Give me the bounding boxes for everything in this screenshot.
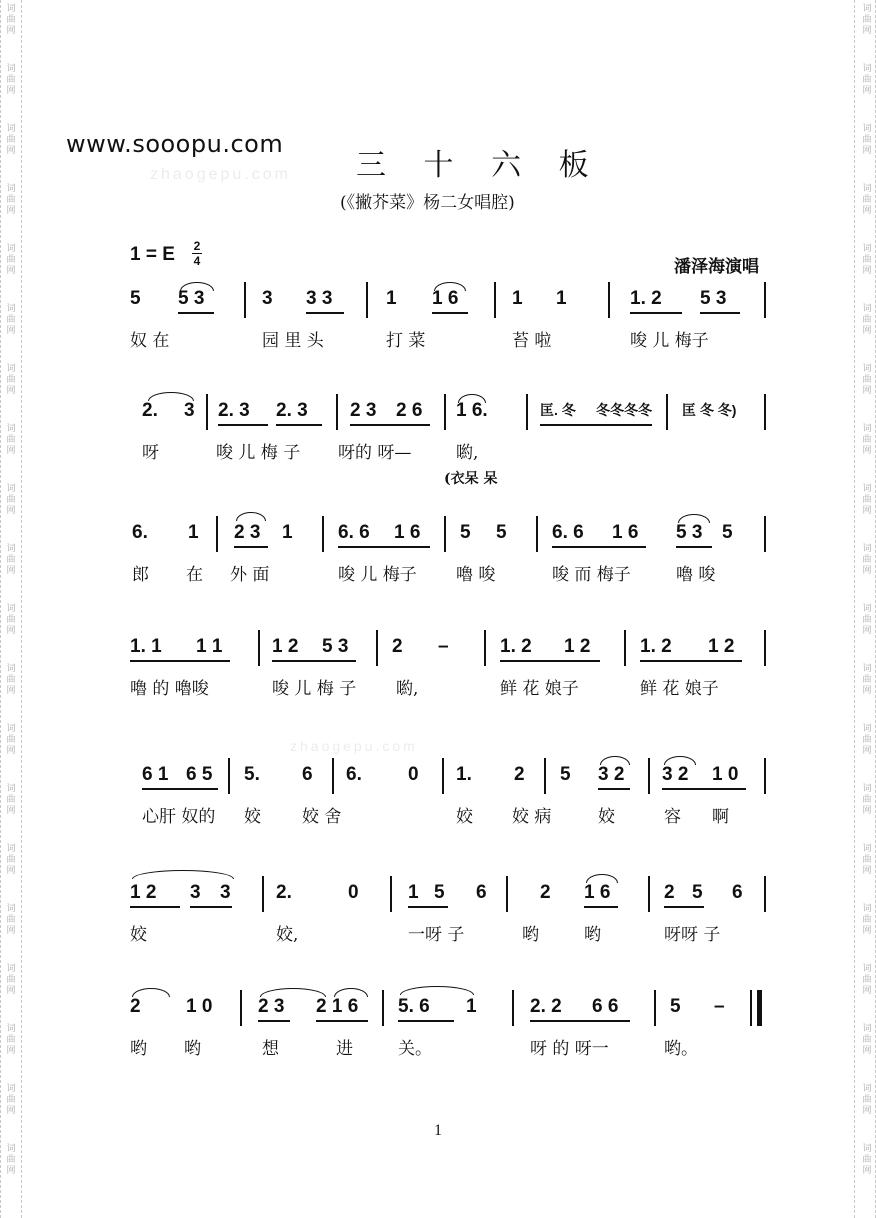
note: –: [438, 636, 449, 657]
slur: [132, 870, 234, 879]
edge-watermark-text: 词 曲 网: [862, 484, 872, 516]
barline: [376, 630, 378, 666]
note: 1 2: [130, 882, 157, 903]
barline: [764, 394, 766, 430]
lyric: 姣: [598, 807, 615, 827]
beam: [338, 546, 430, 548]
barline: [608, 282, 610, 318]
lyric: 姣: [244, 807, 261, 827]
edge-watermark-text: 词 曲 网: [862, 4, 872, 36]
beam: [408, 906, 448, 908]
note: 6 6: [592, 996, 619, 1017]
note: 5 3: [322, 636, 349, 657]
note: 3: [262, 288, 273, 309]
edge-watermark-text: 词 曲 网: [6, 904, 16, 936]
edge-watermark-text: 词 曲 网: [862, 784, 872, 816]
barline: [544, 758, 546, 794]
slur: [400, 986, 474, 995]
note: 1 6: [394, 522, 421, 543]
note: 5 3: [700, 288, 727, 309]
barline: [366, 282, 368, 318]
lyric: 呀呀 子: [664, 925, 721, 945]
barline: [624, 630, 626, 666]
lyric: 哟: [184, 1039, 201, 1059]
edge-watermark-text: 词 曲 网: [6, 724, 16, 756]
note: 1 2: [272, 636, 299, 657]
page-number: 1: [434, 1122, 442, 1139]
edge-watermark-text: 词 曲 网: [6, 784, 16, 816]
edge-watermark-text: 词 曲 网: [862, 304, 872, 336]
beam: [142, 788, 218, 790]
barline: [494, 282, 496, 318]
lyric: 在: [186, 565, 203, 585]
edge-watermark-text: 词 曲 网: [6, 604, 16, 636]
beam: [276, 424, 322, 426]
slur: [334, 988, 368, 997]
beam: [598, 788, 630, 790]
lyric: 呀: [142, 443, 159, 463]
edge-watermark-text: 词 曲 网: [862, 964, 872, 996]
note: 2. 3: [276, 400, 308, 421]
beam: [432, 312, 468, 314]
barline: [444, 516, 446, 552]
lyric: 呀的 呀—: [338, 443, 412, 463]
edge-watermark-text: 词 曲 网: [862, 244, 872, 276]
note: 1: [466, 996, 477, 1017]
barline: [764, 876, 766, 912]
note: 1. 2: [630, 288, 662, 309]
note: 2: [130, 996, 141, 1017]
lyric: 啊: [712, 807, 729, 827]
note: 0: [408, 764, 419, 785]
lyric: 喲,: [456, 443, 479, 463]
edge-watermark-text: 词 曲 网: [6, 664, 16, 696]
note: 6: [302, 764, 313, 785]
edge-watermark-text: 词 曲 网: [6, 1084, 16, 1116]
beam: [700, 312, 740, 314]
lyric: 关。: [398, 1039, 432, 1059]
barline: [764, 630, 766, 666]
beam: [130, 906, 180, 908]
note: 1: [188, 522, 199, 543]
note: 5 3: [676, 522, 703, 543]
slur: [678, 514, 710, 523]
beam: [584, 906, 618, 908]
barline: [512, 990, 514, 1026]
note: 3 2: [662, 764, 689, 785]
beam: [316, 1020, 368, 1022]
barline: [764, 758, 766, 794]
beam: [552, 546, 646, 548]
beam: [640, 660, 742, 662]
note: 3: [190, 882, 201, 903]
note: 冬冬冬冬: [596, 402, 652, 418]
note: 1 6.: [456, 400, 488, 421]
lyric: 外 面: [230, 565, 270, 585]
lyric: 嚕 唆: [676, 565, 716, 585]
note: 2.: [276, 882, 292, 903]
lyric: 奴 在: [130, 331, 170, 351]
note: 2.: [142, 400, 158, 421]
lyric: 苔 啦: [512, 331, 552, 351]
barline: [648, 758, 650, 794]
key-signature: 1 = E: [130, 244, 175, 265]
barline: [764, 282, 766, 318]
lyric: 唆 儿 梅 子: [216, 443, 301, 463]
note: 1: [556, 288, 567, 309]
note: 5: [670, 996, 681, 1017]
slur: [434, 282, 466, 291]
lyric: 容: [664, 807, 681, 827]
barline: [654, 990, 656, 1026]
edge-watermark-text: 词 曲 网: [6, 1024, 16, 1056]
lyric: 哟: [130, 1039, 147, 1059]
note: 2 3: [258, 996, 285, 1017]
barline: [206, 394, 208, 430]
note: 3 3: [306, 288, 333, 309]
lyric: 想: [262, 1039, 279, 1059]
barline: [332, 758, 334, 794]
lyric: 园 里 头: [262, 331, 324, 351]
note: 1 6: [612, 522, 639, 543]
edge-watermark-text: 词 曲 网: [862, 844, 872, 876]
note: 1 2: [708, 636, 735, 657]
note: 6: [476, 882, 487, 903]
note: 5: [560, 764, 571, 785]
faint-watermark-url-center: zhaogepu.com: [290, 738, 418, 754]
final-barline: [757, 990, 762, 1026]
note: 匡. 冬: [540, 402, 576, 418]
barline: [536, 516, 538, 552]
note: 6: [732, 882, 743, 903]
edge-watermark-text: 词 曲 网: [6, 364, 16, 396]
lyric: 进: [336, 1039, 353, 1059]
edge-watermark-text: 词 曲 网: [6, 4, 16, 36]
edge-watermark-text: 词 曲 网: [862, 424, 872, 456]
beam: [218, 424, 268, 426]
note: 3: [184, 400, 195, 421]
note: 5. 6: [398, 996, 430, 1017]
note: 5: [692, 882, 703, 903]
barline: [228, 758, 230, 794]
note: 2. 3: [218, 400, 250, 421]
site-url-watermark: www.sooopu.com: [66, 130, 284, 158]
note: 2: [514, 764, 525, 785]
beam: [178, 312, 214, 314]
note: 1 0: [186, 996, 213, 1017]
lyric: 姣,: [276, 925, 299, 945]
beam: [540, 424, 652, 426]
barline: [240, 990, 242, 1026]
note: 1 0: [712, 764, 739, 785]
beam: [130, 660, 230, 662]
lyric: 哟。: [664, 1039, 698, 1059]
meter-bottom: 4: [193, 254, 201, 268]
slur: [458, 394, 486, 403]
note: 2: [392, 636, 403, 657]
lyric: 鲜 花 娘子: [640, 679, 719, 699]
lyric: 鲜 花 娘子: [500, 679, 579, 699]
barline: [442, 758, 444, 794]
edge-watermark-text: 词 曲 网: [6, 844, 16, 876]
note: 2. 2: [530, 996, 562, 1017]
lyric: 唆 而 梅子: [552, 565, 631, 585]
lyric: 心肝 奴的: [142, 807, 216, 827]
note: 1 2: [564, 636, 591, 657]
beam: [662, 788, 746, 790]
percussion-note: (衣呆 呆: [444, 471, 498, 487]
slur: [148, 392, 194, 401]
beam: [630, 312, 682, 314]
edge-watermark-text: 词 曲 网: [6, 544, 16, 576]
note: 6 1: [142, 764, 169, 785]
note: 1.: [456, 764, 472, 785]
edge-watermark-text: 词 曲 网: [862, 904, 872, 936]
barline: [216, 516, 218, 552]
note: 5: [460, 522, 471, 543]
note: 3: [220, 882, 231, 903]
lyric: 一呀 子: [408, 925, 465, 945]
edge-watermark-text: 词 曲 网: [862, 664, 872, 696]
barline: [336, 394, 338, 430]
slur: [664, 756, 696, 765]
note: 匡 冬 冬): [682, 402, 737, 418]
note: 2 6: [396, 400, 423, 421]
lyric: 哟: [584, 925, 601, 945]
lyric: 喲,: [396, 679, 419, 699]
barline: [382, 990, 384, 1026]
singer-credit: 潘泽海演唱: [674, 257, 759, 277]
barline: [506, 876, 508, 912]
note: 3 2: [598, 764, 625, 785]
edge-watermark-text: 词 曲 网: [862, 1144, 872, 1176]
beam: [272, 660, 356, 662]
barline: [444, 394, 446, 430]
barline: [764, 516, 766, 552]
note: 5: [434, 882, 445, 903]
note: 1. 1: [130, 636, 162, 657]
note: 1 6: [584, 882, 611, 903]
barline: [750, 990, 752, 1026]
note: 2: [540, 882, 551, 903]
barline: [258, 630, 260, 666]
edge-watermark-text: 词 曲 网: [862, 724, 872, 756]
lyric: 唆 儿 梅子: [338, 565, 417, 585]
edge-watermark-text: 词 曲 网: [6, 424, 16, 456]
note: –: [714, 996, 725, 1017]
note: 6.: [132, 522, 148, 543]
edge-watermark-text: 词 曲 网: [862, 64, 872, 96]
slur: [600, 756, 630, 765]
note: 6. 6: [338, 522, 370, 543]
edge-watermark-text: 词 曲 网: [6, 124, 16, 156]
edge-watermark-text: 词 曲 网: [6, 244, 16, 276]
edge-watermark-text: 词 曲 网: [6, 64, 16, 96]
barline: [244, 282, 246, 318]
note: 5: [496, 522, 507, 543]
barline: [390, 876, 392, 912]
time-signature: [192, 240, 202, 267]
lyric: 唆 儿 梅 子: [272, 679, 357, 699]
edge-watermark-text: 词 曲 网: [862, 1084, 872, 1116]
lyric: 姣: [130, 925, 147, 945]
lyric: 姣 舍: [302, 807, 342, 827]
beam: [398, 1020, 454, 1022]
note: 5: [130, 288, 141, 309]
beam: [306, 312, 344, 314]
slur: [260, 988, 326, 997]
page-title: 三 十 六 板: [356, 148, 603, 183]
lyric: 嚕 唆: [456, 565, 496, 585]
lyric: 姣 病: [512, 807, 552, 827]
beam: [350, 424, 430, 426]
edge-watermark-text: 词 曲 网: [862, 124, 872, 156]
faint-watermark-url: zhaogepu.com: [150, 166, 291, 183]
note: 1. 2: [500, 636, 532, 657]
note: 2 1 6: [316, 996, 359, 1017]
edge-watermark-text: 词 曲 网: [6, 184, 16, 216]
barline: [666, 394, 668, 430]
beam: [190, 906, 232, 908]
edge-watermark-text: 词 曲 网: [862, 184, 872, 216]
note: 1: [408, 882, 419, 903]
note: 5: [722, 522, 733, 543]
barline: [322, 516, 324, 552]
edge-watermark-text: 词 曲 网: [6, 304, 16, 336]
edge-watermark-text: 词 曲 网: [6, 1144, 16, 1176]
note: 1 1: [196, 636, 223, 657]
lyric: 姣: [456, 807, 473, 827]
note: 1 6: [432, 288, 459, 309]
slur: [586, 874, 618, 883]
page-subtitle: (《撇芥菜》杨二女唱腔): [340, 193, 515, 213]
meter-top: 2: [193, 239, 201, 253]
barline: [526, 394, 528, 430]
note: 2 3: [350, 400, 377, 421]
edge-watermark-text: 词 曲 网: [862, 544, 872, 576]
beam: [500, 660, 600, 662]
note: 2: [664, 882, 675, 903]
barline: [262, 876, 264, 912]
lyric: 打 菜: [386, 331, 426, 351]
note: 1: [512, 288, 523, 309]
note: 1: [386, 288, 397, 309]
note: 6. 6: [552, 522, 584, 543]
note: 6 5: [186, 764, 213, 785]
note: 0: [348, 882, 359, 903]
edge-watermark-text: 词 曲 网: [862, 364, 872, 396]
note: 2 3: [234, 522, 261, 543]
beam: [664, 906, 704, 908]
beam: [530, 1020, 630, 1022]
lyric: 嚕 的 嚕唆: [130, 679, 209, 699]
edge-watermark-text: 词 曲 网: [862, 604, 872, 636]
lyric: 哟: [522, 925, 539, 945]
slur: [180, 282, 214, 291]
edge-watermark-text: 词 曲 网: [6, 484, 16, 516]
lyric: 郎: [132, 565, 149, 585]
edge-watermark-text: 词 曲 网: [6, 964, 16, 996]
note: 6.: [346, 764, 362, 785]
beam: [676, 546, 712, 548]
note: 5 3: [178, 288, 205, 309]
barline: [648, 876, 650, 912]
note: 1: [282, 522, 293, 543]
lyric: 呀 的 呀一: [530, 1039, 609, 1059]
barline: [484, 630, 486, 666]
edge-watermark-text: 词 曲 网: [862, 1024, 872, 1056]
lyric: 唆 儿 梅子: [630, 331, 709, 351]
slur: [236, 512, 266, 521]
beam: [258, 1020, 290, 1022]
slur: [132, 988, 170, 997]
note: 5.: [244, 764, 260, 785]
note: 1. 2: [640, 636, 672, 657]
beam: [234, 546, 268, 548]
